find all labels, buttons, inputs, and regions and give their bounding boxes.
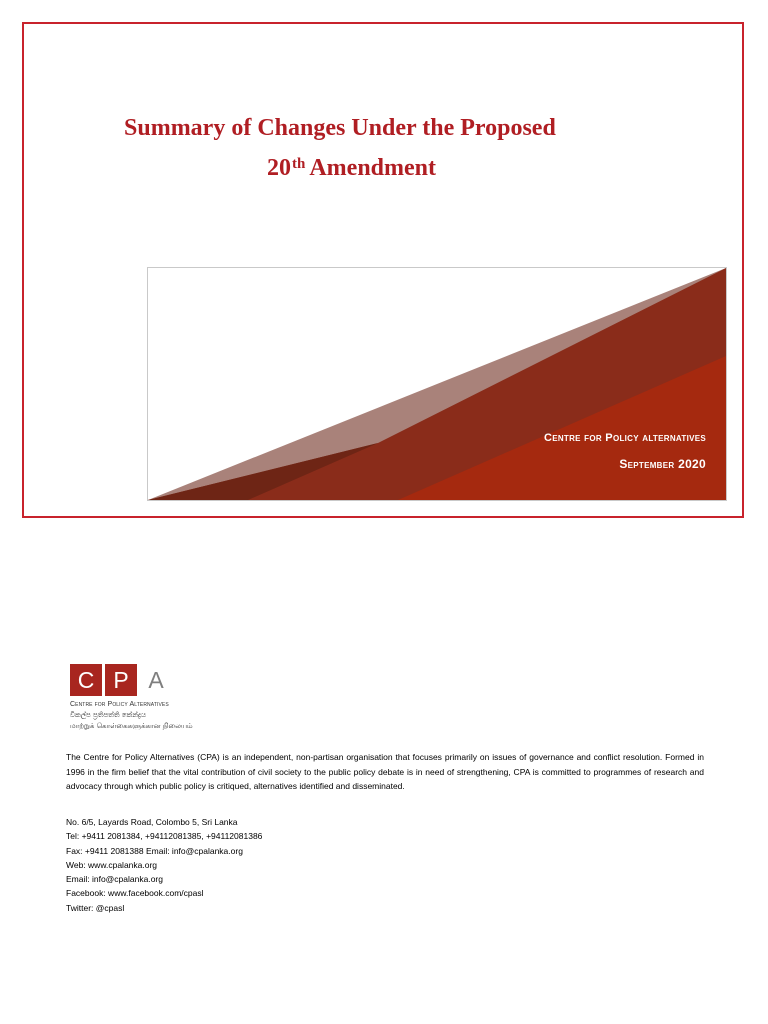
title-number: 20 [267, 155, 291, 181]
logo-letter-c: C [70, 664, 102, 696]
logo-sinhala-text: විකල්ප ප්‍රතිපත්ති කේන්ද්‍රය [70, 711, 147, 719]
logo-letter-a: A [148, 667, 164, 693]
logo-subtitle: Centre for Policy Alternatives [70, 701, 169, 708]
organization-description: The Centre for Policy Alternatives (CPA) is an independent, non-partisan organisation that focuses primarily on issues of governance and conflict resolution. Formed in 1996 in the firm belief that the vital contribution of civil society to the public policy debate is in need of strengthening, CPA is committed to programmes of research and advocacy through which public policy is critiqued, alternatives identified and disseminated. [66, 752, 704, 791]
title-amendment: Amendment [309, 155, 436, 181]
contact-email: Email: info@cpalanka.org [66, 874, 163, 885]
cpa-logo [70, 664, 193, 734]
contact-facebook: Facebook: www.facebook.com/cpasl [66, 888, 204, 899]
logo-letters [70, 664, 175, 696]
title-superscript: th [292, 156, 306, 172]
contact-fax: Fax: +9411 2081388 Email: info@cpalanka.org [66, 845, 243, 856]
cover-frame [22, 22, 744, 518]
contact-address: No. 6/5, Layards Road, Colombo 5, Sri Lanka [66, 817, 238, 827]
logo-letter-p: P [105, 664, 137, 696]
contact-tel: Tel: +9411 2081384, +94112081385, +94112081386 [66, 831, 263, 842]
publication-date: September 2020 [619, 457, 706, 471]
contact-web: Web: www.cpalanka.org [66, 859, 158, 870]
document-title-line2 [267, 153, 436, 183]
organization-name: Centre for Policy alternatives [543, 432, 706, 444]
contact-details [66, 815, 262, 915]
contact-twitter: Twitter: @cpasl [66, 902, 125, 913]
title-text: Summary of Changes Under the Proposed [124, 115, 556, 141]
cover-banner [147, 267, 727, 501]
logo-tamil-text: மாற்றுக் கொள்கைகளுக்கான நிலையம் [70, 722, 193, 730]
document-title-line1 [124, 113, 556, 143]
